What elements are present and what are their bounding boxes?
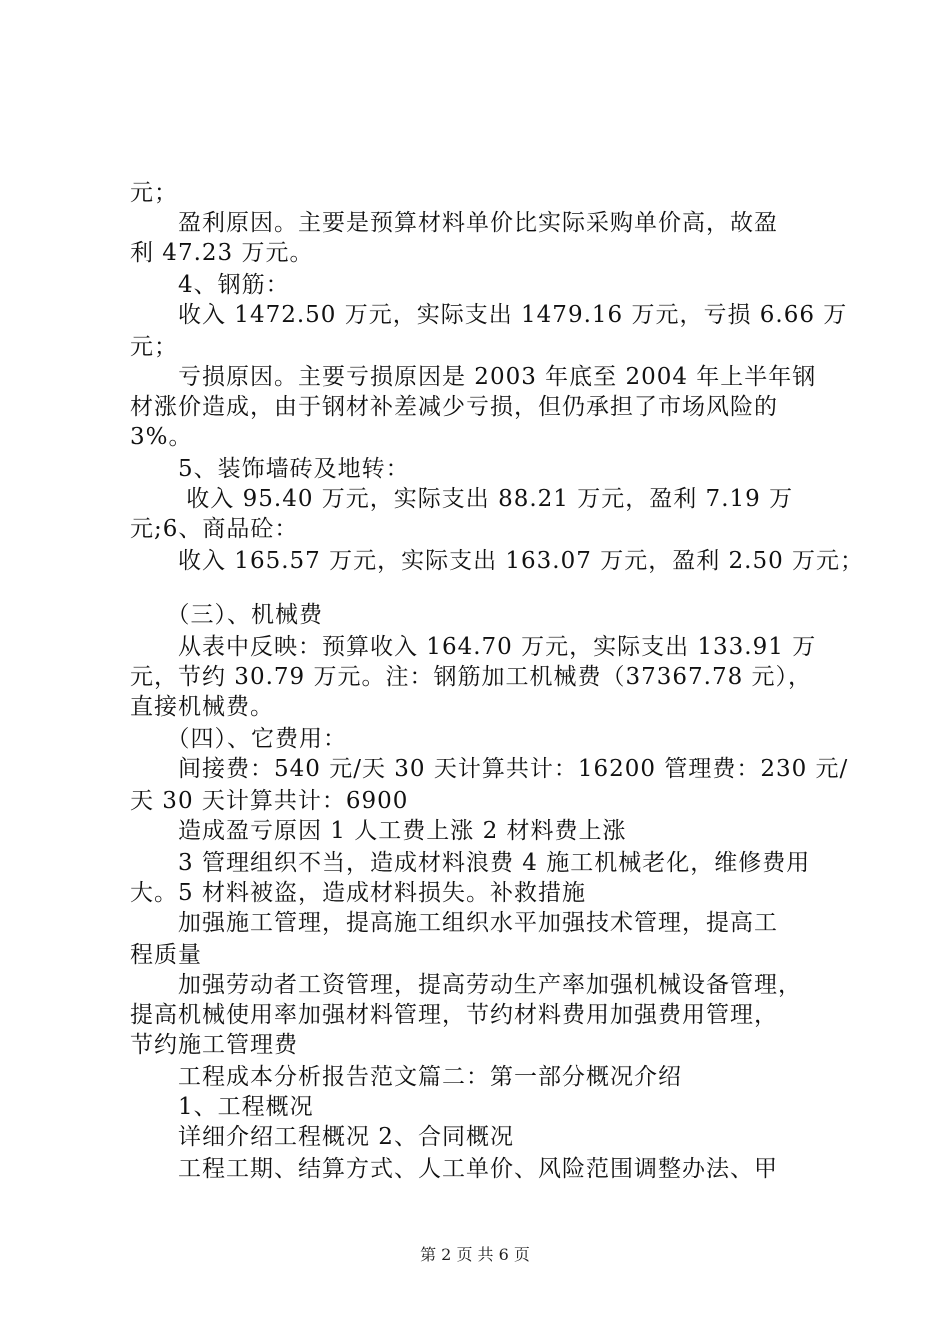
text-line: 3%。 xyxy=(130,424,193,450)
text-line: 利 47.23 万元。 xyxy=(130,240,314,266)
text-line: 程质量 xyxy=(130,942,202,968)
text-line: 加强施工管理，提高施工组织水平加强技术管理，提高工 xyxy=(130,910,778,936)
text-line: 收入 95.40 万元，实际支出 88.21 万元，盈利 7.19 万 xyxy=(130,486,794,512)
text-line: 间接费：540 元/天 30 天计算共计：16200 管理费：230 元/ xyxy=(130,756,849,782)
text-line: 元； xyxy=(130,180,178,206)
text-line: 直接机械费。 xyxy=(130,694,274,720)
text-line: 材涨价造成，由于钢材补差减少亏损，但仍承担了市场风险的 xyxy=(130,394,778,420)
text-line: 提高机械使用率加强材料管理，节约材料费用加强费用管理， xyxy=(130,1002,778,1028)
text-line: 盈利原因。主要是预算材料单价比实际采购单价高，故盈 xyxy=(130,210,778,236)
text-line: 元； xyxy=(130,334,178,360)
text-line: 4、钢筋： xyxy=(130,272,290,298)
section-heading: 工程成本分析报告范文篇二：第一部分概况介绍 xyxy=(130,1064,682,1090)
text-line: 1、工程概况 xyxy=(130,1094,314,1120)
section-heading: （三）、机械费 xyxy=(130,602,323,628)
text-line: 详细介绍工程概况 2、合同概况 xyxy=(130,1124,514,1150)
text-line: 收入 165.57 万元，实际支出 163.07 万元，盈利 2.50 万元； xyxy=(130,548,865,574)
text-line: 3 管理组织不当，造成材料浪费 4 施工机械老化，维修费用 xyxy=(130,850,811,876)
text-line: 元;6、商品砼： xyxy=(130,516,299,542)
text-line: 5、装饰墙砖及地转： xyxy=(130,456,410,482)
text-line: 造成盈亏原因 1 人工费上涨 2 材料费上涨 xyxy=(130,818,627,844)
text-line: 元，节约 30.79 万元。注：钢筋加工机械费（37367.78 元）， xyxy=(130,664,813,690)
text-line: 节约施工管理费 xyxy=(130,1032,298,1058)
text-line: 加强劳动者工资管理，提高劳动生产率加强机械设备管理， xyxy=(130,972,802,998)
text-line: 收入 1472.50 万元，实际支出 1479.16 万元，亏损 6.66 万 xyxy=(130,302,848,328)
text-line: 大。5 材料被盗，造成材料损失。补救措施 xyxy=(130,880,586,906)
section-heading: （四）、它费用： xyxy=(130,726,347,752)
text-line: 从表中反映：预算收入 164.70 万元，实际支出 133.91 万 xyxy=(130,634,817,660)
text-line: 天 30 天计算共计：6900 xyxy=(130,788,409,814)
page-number-footer: 第 2 页 共 6 页 xyxy=(420,1245,530,1264)
text-line: 工程工期、结算方式、人工单价、风险范围调整办法、甲 xyxy=(130,1156,778,1182)
text-line: 亏损原因。主要亏损原因是 2003 年底至 2004 年上半年钢 xyxy=(130,364,817,390)
